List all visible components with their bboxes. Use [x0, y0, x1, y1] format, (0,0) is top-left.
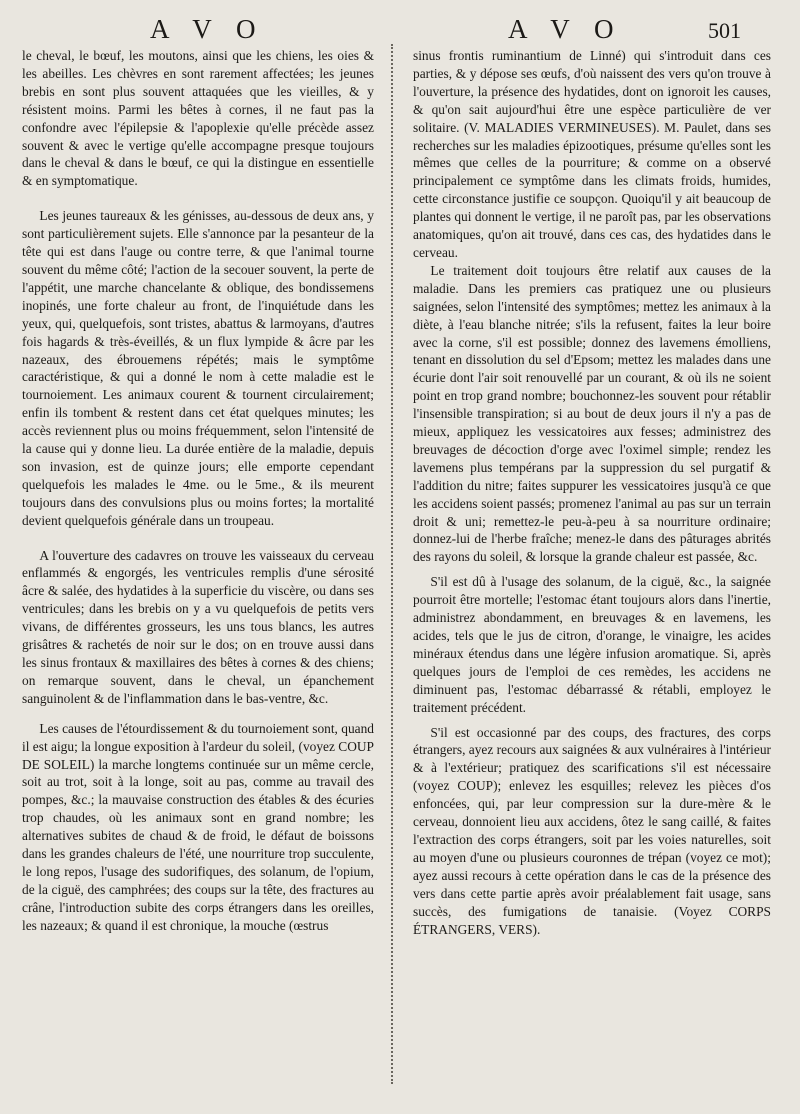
paragraph: le cheval, le bœuf, les moutons, ainsi que les chiens, les oies & les abeilles. Les chèvres en sont rarement affectées; les jeunes brebis en sont plus souvent attaquées que les vieilles, & y résistent moins. Parmi les bêtes à cornes, il ne faut pas la confondre avec l'épilepsie & l'apoplexie qu'elle précède assez souvent & avec le vertige qu'elle accompagne presque toujours dans le cheval & dans le bœuf, ce qui la distingue en essentielle & en symptomatique.	[22, 48, 374, 189]
running-head-left: A V O	[150, 14, 265, 44]
page-number: 501	[708, 18, 741, 43]
paragraph: Les causes de l'étourdissement & du tournoiement sont, quand il est aigu; la longue exposition à l'ardeur du soleil, (voyez COUP DE SOLEIL) la marche longtems continuée sur un même cercle, soit au trot, soit à la longe, soit au pas, comme au travail des pompes, &c.; la mauvaise construction des étables & des écuries trop chaudes, où les animaux sont en grand nombre; les alternatives subites de chaud & de froid, le défaut de boissons dans les grandes chaleurs de l'été, une nourriture trop succulente, le long repos, l'usage des sudorifiques, des solanum, de l'opium, de la ciguë, des camphrées; des coups sur la tête, des fractures au crâne, l'introduction subite des corps étrangers dans les oreilles, les nazeaux; & quand il est chronique, la mouche (œstrus	[22, 720, 374, 933]
paragraph: S'il est occasionné par des coups, des fractures, des corps étrangers, ayez recours aux saignées & aux vulnéraires à l'intérieur & à l'extérieur; pratiquez des scarifications s'il est nécessaire (voyez COUP); enlevez les esquilles; relevez les pièces d'os enfoncées, qui, par leur compression sur la dure-mère & le cerveau, donnoient lieu aux accidens, ôtez le sang caillé, & faites l'extraction des corps étrangers, soit par les voies naturelles, soit au moyen d'une ou plusieurs couronnes de trépan (voyez ce mot); ayez aussi recours à cette opération dans le cas de la présence des vers dans cette partie après avoir préalablement fait usage, sans succès, des fumigations de tanaisie. (Voyez CORPS ÉTRANGERS, VERS).	[413, 724, 771, 937]
paragraph: Le traitement doit toujours être relatif aux causes de la maladie. Dans les premiers cas pratiquez une ou plusieurs saignées, selon l'intensité des symptômes; mettez les animaux à la diète, à l'eau blanche nitrée; s'ils la refusent, faites la leur boire avec la corne, s'il est possible; donnez des lavemens émolliens, tenant en dissolution du sel d'Epsom; mettez les malades dans une écurie dont l'air soit renouvellé par un courant, & où ils ne soient point en trop grand nombre; bouchonnez-les souvent pour rétablir l'insensible transpiration; si au bout de deux jours il n'y a pas de mieux, appliquez les vessicatoires aux fesses; administrez des breuvages de décoction d'orge avec l'oximel simple; rendez les lavemens plus tempérans par la suppression du sel purgatif & l'addition du nitre; faites suppurer les vessicatoires jusqu'à ce que les accidens soient passés; promenez l'animal au pas sur un terrain droit & uni; remettez-le peu-à-peu à sa nourriture ordinaire; donnez-lui de l'herbe fraîche; menez-le dans des pâturages abrités des rayons du soleil, & lorsque la grande chaleur est passée, &c.	[413, 262, 771, 565]
column-divider	[391, 44, 395, 1084]
paragraph: S'il est dû à l'usage des solanum, de la ciguë, &c., la saignée pourroit être mortelle; l'estomac étant toujours alors dans l'inertie, administrez abondamment, en breuvages & en lavemens, les acides, tels que le jus de citron, d'orange, le vinaigre, les acides minéraux étendus dans une légère infusion aromatique. Si, après quelques jours de l'emploi de ces remèdes, les accidens ne diminuent pas, l'estomac débarrassé & rétabli, employez le traitement précédent.	[413, 574, 771, 715]
paragraph: Les jeunes taureaux & les génisses, au-dessous de deux ans, y sont particulièrement sujets. Elle s'annonce par la pesanteur de la tête qui est dans l'auge ou contre terre, & que l'animal tourne souvent du même côté; l'action de la secouer souvent, la perte de l'appétit, une marche chancelante & oblique, des bondissemens inopinés, une forte chaleur au front, de l'inquiétude dans les yeux, qui, quelquefois, sont tristes, abattus & larmoyans, d'autres fois hagards & très-éveillés, & un flux lympide & âcre par les nazeaux, des ébrouemens répétés; mais le symptôme caractéristique, & qui a donné le nom à cette maladie est le tournoiement. Les animaux courent & tournent circulairement; enfin ils tombent & restent dans cet état quelques minutes; les accès reviennent plus ou moins fréquemment, selon l'intensité de la cause qui y donne lieu. La durée entière de la maladie, depuis son invasion, est de quinze jours; elle emporte cependant quelquefois les malades le 4me. ou le 5me., & ils meurent toujours dans des convulsions plus ou moins fortes; la mortalité devient quelquefois générale dans un troupeau.	[22, 208, 374, 528]
paragraph: A l'ouverture des cadavres on trouve les vaisseaux du cerveau enflammés & engorgés, les ventricules remplis d'une sérosité âcre & salée, des hydatides à la superficie du viscère, ou dans ses ventricules; dans les brebis on y a vu quelquefois de petits vers vivans, de différentes grosseurs, les uns tous blancs, les autres grisâtres & rachetés de noir sur le dos; on en trouve aussi dans les sinus frontaux & maxillaires des bêtes à cornes & des chiens; on remarque souvent, dans le cheval, un épanchement sanguinolent & de l'inflammation dans le bas-ventre, &c.	[22, 547, 374, 706]
right-column	[413, 47, 771, 938]
left-column	[22, 47, 374, 935]
paragraph: sinus frontis ruminantium de Linné) qui s'introduit dans ces parties, & y dépose ses œufs, d'où naissent des vers qu'on trouve à l'ouverture, la présence des hydatides, dont on ignoroit les causes, & qu'on sait aujourd'hui être une espèce particulière de ver solitaire. (V. MALADIES VERMINEUSES). M. Paulet, dans ses recherches sur les maladies épizootiques, présume qu'elles sont les mêmes que celles de la pourriture; & comme on a observé principalement ce symptôme dans les climats froids, humides, cette circonstance justifie ce soupçon. Quoiqu'il y ait beaucoup de plantes qui donnent le vertige, il ne paroît pas, par les observations anatomiques, qu'on ait trouvé, dans ces cas, des hydatides dans le cerveau.	[413, 48, 771, 260]
running-head-right: A V O	[508, 14, 623, 44]
